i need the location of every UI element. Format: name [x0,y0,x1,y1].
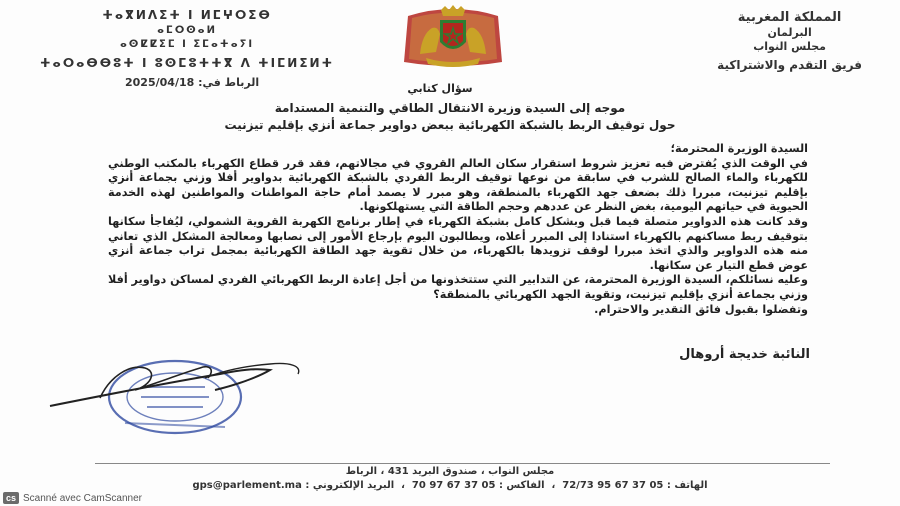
footer-address: مجلس النواب ، صندوق البريد 431 ، الرباط [345,466,555,477]
group-name: فريق التقدم والاشتراكية [717,58,862,72]
kingdom-name: المملكة المغربية [737,10,842,25]
salutation: السيدة الوزيرة المحترمة؛ [670,142,808,155]
fax-value: 05 37 67 97 70 [411,480,496,491]
subject-line: حول توقيف الربط بالشبكة الكهربائية ببعض دواوير جماعة أنزي بإقليم تيزنيت [224,118,676,132]
signer-name: النائبة خديجة أروهال [679,347,810,362]
addressed-to: موجه إلى السيدة وزيرة الانتقال الطاقي والتنمية المستدامة [274,101,626,115]
tifinagh-header [40,8,334,70]
closing-line: وتفضلوا بقبول فائق التقدير والاحترام. [594,302,808,316]
phone-label: الهاتف : [666,480,708,491]
date-value: 2025/04/18 [125,76,195,89]
tifinagh-group: ⵜⴰⵔⴰⴱⴱⵓⵜ ⵏ ⵓⵙⵎⵓⵜⵜⴳ ⴷ ⵜⵏⵎⵍⵉⵍⵜ [40,56,335,70]
tifinagh-house: ⴰⵙⵇⵇⵉⵎ ⵏ ⵉⵎⴰⵜⴰⵢⵏ [119,39,255,50]
footer-contacts: الهاتف : 05 37 67 95 72/73 ، الفاكس : 05 37 67 97 70 ، البريد الإلكتروني : gps@parlement.ma [192,480,708,491]
parliament-name: البرلمان [767,26,812,39]
camscanner-logo-icon: cs [3,492,19,504]
coat-of-arms-icon [398,4,508,68]
camscanner-watermark [3,491,142,505]
camscanner-text: Scanné avec CamScanner [23,492,142,504]
arabic-header [717,10,862,72]
body-paragraph-1: في الوقت الذي يُفترض فيه تعزيز شروط استقرار سكان العالم القروي في مجالاتهم، فقد قرر قطاع الكهرباء بالمكتب الوطني للكهرباء والماء الصالح للشرب في سابقة من نوعها توقيف الربط الفردي بالشبكة الكهربائية بدواوير أفلا وزني بجماعة أنزي بإقليم تيزنيت، مبررا ذلك بضعف جهد الكهرباء بالمنطقة، وهو مبرر لا يصمد أمام حاجة المواطنات والمواطنين لهذه الخدمة الحيوية في حياتهم اليومية، بغض النظر عن عددهم وحجم الطاقة التي يستهلكونها. [108,156,808,214]
fax-label: الفاكس : [498,480,545,491]
letter-body [108,142,808,317]
body-paragraph-3: وعليه نسائلكم، السيدة الوزيرة المحترمة، عن التدابير التي ستتخذونها من أجل إعادة الربط الكهربائي الفردي لمساكن دواوير أفلا وزني بجماعة أنزي بإقليم تيزنيت، وتقوية الجهد الكهربائي بالمنطقة؟ [108,273,808,301]
house-name: مجلس النواب [753,40,826,53]
tifinagh-kingdom: ⵜⴰⴳⵍⴷⵉⵜ ⵏ ⵍⵎⵖⵔⵉⴱ [102,8,272,22]
phone-value: 05 37 67 95 72/73 [562,480,664,491]
body-paragraph-2: وقد كانت هذه الدواوير متصلة فيما قبل وبشكل كامل بشبكة الكهرباء في إطار برنامج الكهربة القروية الشمولي، ليُفاجأ سكانها بتوقيف ربط مساكنهم بالكهرباء استنادا إلى المبرر أعلاه، ويطالبون اليوم بإرجاع الأمور إلى نصابها ومعالجة المشكل الذي تعاني منه هذه الدواوير والذي اتخذ مبررا لوقف تزويدها بالكهرباء، من خلال تقوية جهد الطاقة الكهربائية بمجمل تراب جماعة أنزي عوض قطع التيار عن سكانها. [108,214,808,272]
email-value: gps@parlement.ma [192,480,302,491]
handwritten-signature-icon [40,356,340,416]
question-type: سؤال كتابي [407,82,473,95]
date-label: الرباط في: [198,76,260,89]
tifinagh-parliament: ⴰⵎⵔⵙⴰⵍ [157,25,217,36]
footer-divider [95,463,830,464]
email-label: البريد الإلكتروني : [305,480,395,491]
